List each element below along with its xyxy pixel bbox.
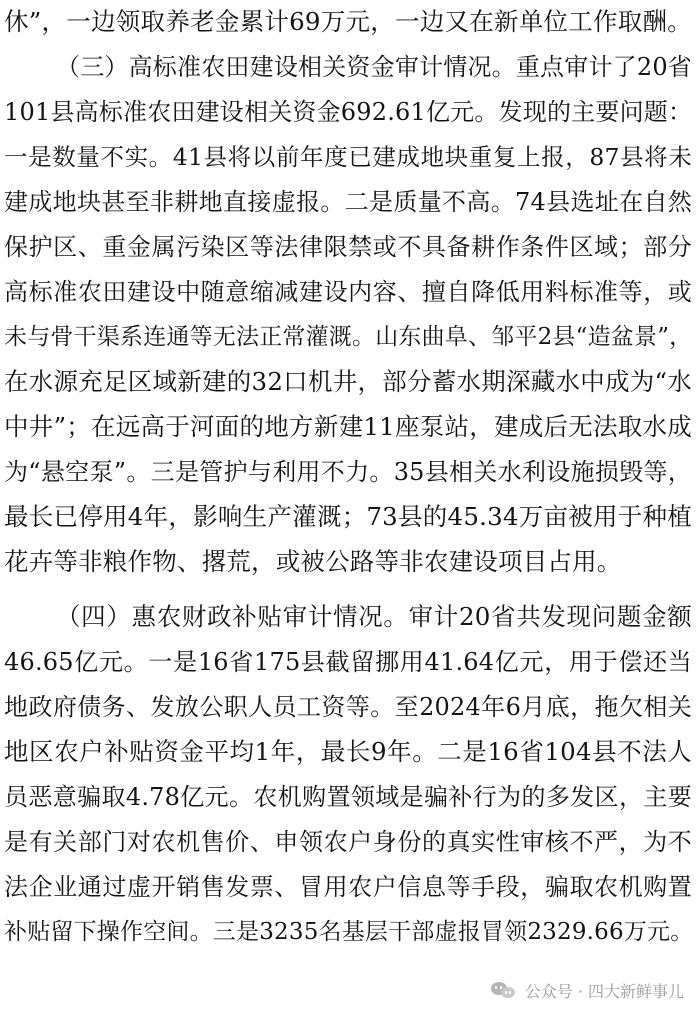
text-line: 是有关部门对农机售价、申领农户身份的真实性审核不严，为不 bbox=[4, 828, 692, 856]
section-three-heading-line: （三）高标准农田建设相关资金审计情况。重点审计了20省 bbox=[56, 53, 692, 81]
text-line: 在水源充足区域新建的32口机井，部分蓄水期深藏水中成为“水 bbox=[4, 367, 692, 396]
wechat-icon bbox=[491, 980, 517, 1000]
text-line: 员恶意骗取4.78亿元。农机购置领域是骗补行为的多发区，主要 bbox=[4, 783, 692, 811]
text-line: 保护区、重金属污染区等法律限禁或不具备耕作条件区域；部分 bbox=[4, 233, 692, 261]
text-line: 一是数量不实。41县将以前年度已建成地块重复上报，87县将未 bbox=[4, 143, 692, 171]
account-watermark bbox=[491, 975, 684, 1005]
text-line: 地区农户补贴资金平均1年，最长9年。二是16省104县不法人 bbox=[4, 737, 692, 766]
text-line: 法企业通过虚开销售发票、冒用农户信息等手段，骗取农机购置 bbox=[4, 873, 692, 901]
text-line: 高标准农田建设中随意缩减建设内容、擅自降低用料标准等，或 bbox=[4, 278, 692, 306]
text-line: 休”，一边领取养老金累计69万元，一边又在新单位工作取酬。 bbox=[4, 7, 692, 36]
text-line: 为“悬空泵”。三是管护与利用不力。35县相关水利设施损毁等， bbox=[4, 458, 692, 486]
text-line: 最长已停用4年，影响生产灌溉；73县的45.34万亩被用于种植 bbox=[4, 502, 692, 531]
text-line: 46.65亿元。一是16省175县截留挪用41.64亿元，用于偿还当 bbox=[4, 648, 692, 676]
text-line: 花卉等非粮作物、撂荒，或被公路等非农建设项目占用。 bbox=[4, 547, 622, 576]
text-line: 中井”；在远高于河面的地方新建11座泵站，建成后无法取水成 bbox=[4, 412, 692, 441]
watermark-text: 公众号 · 四大新鲜事儿 bbox=[524, 981, 684, 1001]
section-four-heading-line: （四）惠农财政补贴审计情况。审计20省共发现问题金额 bbox=[56, 602, 692, 631]
text-line: 地政府债务、发放公职人员工资等。至2024年6月底，拖欠相关 bbox=[4, 693, 692, 721]
text-line: 建成地块甚至非耕地直接虚报。二是质量不高。74县选址在自然 bbox=[4, 188, 692, 216]
text-line: 未与骨干渠系连通等无法正常灌溉。山东曲阜、邹平2县“造盆景”， bbox=[4, 324, 693, 350]
text-line: 101县高标准农田建设相关资金692.61亿元。发现的主要问题： bbox=[4, 98, 693, 126]
text-line: 补贴留下操作空间。三是3235名基层干部虚报冒领2329.66万元。 bbox=[4, 919, 694, 945]
